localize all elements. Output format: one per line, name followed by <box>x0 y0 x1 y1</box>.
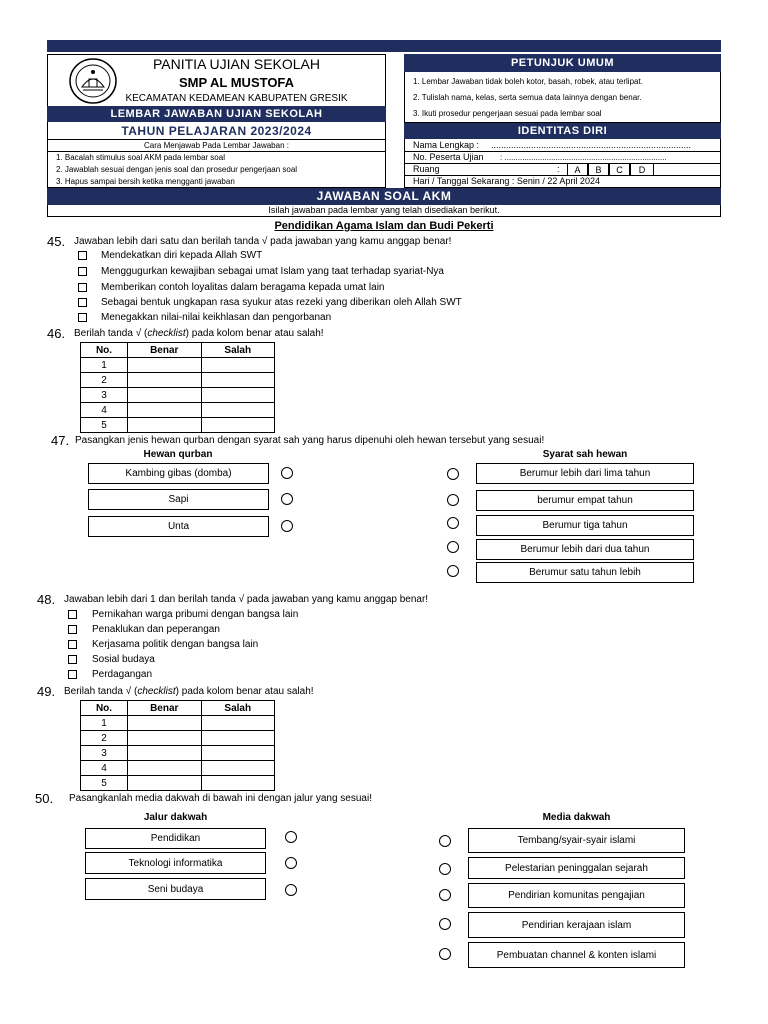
checkbox-icon[interactable] <box>68 655 77 664</box>
q47-number: 47. <box>51 433 70 448</box>
q45-option[interactable] <box>78 267 87 279</box>
q50-right-item: Pendirian komunitas pengajian <box>468 883 685 908</box>
checkbox-icon[interactable] <box>68 625 77 634</box>
q50-text: Pasangkanlah media dakwah di bawah ini dengan jalur yang sesuai! <box>69 793 372 804</box>
q47-right-connector[interactable] <box>447 517 459 529</box>
q45-option[interactable] <box>78 251 87 263</box>
q48-number: 48. <box>37 592 56 607</box>
school-header <box>47 54 386 107</box>
q47-right-item: Berumur satu tahun lebih <box>476 562 694 583</box>
q47-left-item: Sapi <box>88 489 269 510</box>
q45-option-label: Sebagai bentuk ungkapan rasa syukur atas rezeki yang diberikan oleh Allah SWT <box>101 297 462 308</box>
q50-left-item: Teknologi informatika <box>85 852 266 874</box>
q47-right-connector[interactable] <box>447 541 459 553</box>
q50-right-item: Pembuatan channel & konten islami <box>468 942 685 968</box>
ruang-option-a[interactable]: A <box>567 163 588 176</box>
ruang-option-b[interactable]: B <box>588 163 609 176</box>
q45-option[interactable] <box>78 313 87 325</box>
table-row[interactable]: 3 <box>81 746 275 761</box>
nama-field[interactable]: ................................................................................ <box>491 140 692 150</box>
q47-right-item: Berumur lebih dari lima tahun <box>476 463 694 484</box>
peserta-field[interactable]: : ......................................................................... <box>500 153 667 162</box>
q46-number: 46. <box>47 326 66 341</box>
district-name: KECAMATAN KEDAMEAN KABUPATEN GRESIK <box>125 93 348 104</box>
how-to-item: 1. Bacalah stimulus soal AKM pada lembar soal <box>56 153 225 162</box>
petunjuk-item: 1. Lembar Jawaban tidak boleh kotor, basah, robek, atau terlipat. <box>413 77 643 86</box>
q50-right-title: Media dakwah <box>542 812 611 823</box>
q47-right-connector[interactable] <box>447 494 459 506</box>
q50-right-connector[interactable] <box>439 835 451 847</box>
q47-left-item: Kambing gibas (domba) <box>88 463 269 484</box>
q48-option[interactable] <box>68 610 77 622</box>
ruang-colon: : <box>557 164 560 174</box>
q49-text: Berilah tanda √ (checklist) pada kolom benar atau salah! <box>64 686 314 697</box>
table-row[interactable]: 4 <box>81 403 275 418</box>
how-to-box <box>47 140 386 188</box>
q50-right-connector[interactable] <box>439 863 451 875</box>
ruang-option-c[interactable]: C <box>609 163 630 176</box>
q48-option[interactable] <box>68 640 77 652</box>
table-row[interactable]: 2 <box>81 731 275 746</box>
table-header-row: No. Benar Salah <box>81 343 275 358</box>
q50-left-item: Seni budaya <box>85 878 266 900</box>
q48-option[interactable] <box>68 655 77 667</box>
q50-left-title: Jalur dakwah <box>143 812 208 823</box>
committee-title: PANITIA UJIAN SEKOLAH <box>152 56 320 72</box>
checkbox-icon[interactable] <box>78 283 87 292</box>
checkbox-icon[interactable] <box>78 313 87 322</box>
q50-right-connector[interactable] <box>439 948 451 960</box>
checkbox-icon[interactable] <box>68 610 77 619</box>
q45-option[interactable] <box>78 283 87 295</box>
q47-left-item: Unta <box>88 516 269 537</box>
table-row[interactable]: 3 <box>81 388 275 403</box>
q47-left-title: Hewan qurban <box>143 449 213 460</box>
q50-right-item: Pendirian kerajaan islam <box>468 912 685 938</box>
school-name: SMP AL MUSTOFA <box>178 75 295 90</box>
how-to-item: 2. Jawablah sesuai dengan jenis soal dan prosedur pengerjaan soal <box>56 165 298 174</box>
q50-right-connector[interactable] <box>439 918 451 930</box>
q49-table <box>80 700 275 791</box>
top-banner <box>47 40 721 52</box>
how-to-title: Cara Menjawab Pada Lembar Jawaban : <box>144 141 289 150</box>
identitas-box <box>404 139 721 188</box>
akm-title: JAWABAN SOAL AKM <box>47 188 721 205</box>
petunjuk-item: 3. Ikuti prosedur pengerjaan sesuai pada lembar soal <box>413 109 602 118</box>
q50-left-item: Pendidikan <box>85 828 266 849</box>
q48-option-label: Perdagangan <box>92 669 153 680</box>
table-row[interactable]: 1 <box>81 358 275 373</box>
table-header-row: No. Benar Salah <box>81 701 275 716</box>
q50-left-connector[interactable] <box>285 857 297 869</box>
identitas-title: IDENTITAS DIRI <box>404 123 721 139</box>
q47-right-item: berumur empat tahun <box>476 490 694 511</box>
q47-right-connector[interactable] <box>447 468 459 480</box>
how-to-item: 3. Hapus sampai bersih ketika mengganti jawaban <box>56 177 235 186</box>
ruang-option-d[interactable]: D <box>630 163 654 176</box>
nama-label: Nama Lengkap : <box>413 140 480 150</box>
checkbox-icon[interactable] <box>78 251 87 260</box>
q48-option[interactable] <box>68 625 77 637</box>
table-row[interactable]: 4 <box>81 761 275 776</box>
checkbox-icon[interactable] <box>78 267 87 276</box>
ruang-label: Ruang <box>413 164 440 174</box>
q50-right-connector[interactable] <box>439 889 451 901</box>
table-row[interactable]: 1 <box>81 716 275 731</box>
q45-option-label: Menggugurkan kewajiban sebagai umat Islam yang taat terhadap syariat-Nya <box>101 266 444 277</box>
q47-left-connector[interactable] <box>281 493 293 505</box>
table-row[interactable]: 2 <box>81 373 275 388</box>
q50-left-connector[interactable] <box>285 831 297 843</box>
q47-left-connector[interactable] <box>281 467 293 479</box>
q50-right-item: Tembang/syair-syair islami <box>468 828 685 853</box>
q47-text: Pasangkan jenis hewan qurban dengan syarat sah yang harus dipenuhi oleh hewan tersebut yang sesuai! <box>75 435 545 446</box>
q50-right-item: Pelestarian peninggalan sejarah <box>468 857 685 879</box>
q47-left-connector[interactable] <box>281 520 293 532</box>
q45-option-label: Memberikan contoh loyalitas dalam beragama kepada umat lain <box>101 282 385 293</box>
table-row[interactable]: 5 <box>81 776 275 791</box>
q49-number: 49. <box>37 684 56 699</box>
checkbox-icon[interactable] <box>78 298 87 307</box>
q48-option-label: Penaklukan dan peperangan <box>92 624 220 635</box>
tanggal-text: Hari / Tanggal Sekarang : Senin / 22 April 2024 <box>413 176 600 186</box>
q46-text: Berilah tanda √ (checklist) pada kolom benar atau salah! <box>74 328 324 339</box>
q47-right-item: Berumur lebih dari dua tahun <box>476 539 694 560</box>
peserta-label: No. Peserta Ujian <box>413 152 484 162</box>
petunjuk-box <box>404 72 721 123</box>
q46-table <box>80 342 275 433</box>
q45-text: Jawaban lebih dari satu dan berilah tanda √ pada jawaban yang kamu anggap benar! <box>74 236 452 247</box>
q48-option-label: Sosial budaya <box>92 654 155 665</box>
q50-left-connector[interactable] <box>285 884 297 896</box>
q48-text: Jawaban lebih dari 1 dan berilah tanda √ pada jawaban yang kamu anggap benar! <box>64 594 429 605</box>
q48-option-label: Kerjasama politik dengan bangsa lain <box>92 639 259 650</box>
q45-option[interactable] <box>78 298 87 310</box>
q50-number: 50. <box>35 791 54 806</box>
petunjuk-title: PETUNJUK UMUM <box>404 54 721 72</box>
q48-option[interactable] <box>68 670 77 682</box>
table-row[interactable]: 5 <box>81 418 275 433</box>
q47-right-connector[interactable] <box>447 565 459 577</box>
q45-option-label: Menegakkan nilai-nilai keikhlasan dan pengorbanan <box>101 312 332 323</box>
checkbox-icon[interactable] <box>68 640 77 649</box>
subject-title: Pendidikan Agama Islam dan Budi Pekerti <box>274 220 494 232</box>
q47-right-item: Berumur tiga tahun <box>476 515 694 536</box>
checkbox-icon[interactable] <box>68 670 77 679</box>
akm-instruction: Isilah jawaban pada lembar yang telah disediakan berikut. <box>47 205 721 217</box>
q45-number: 45. <box>47 234 66 249</box>
q47-right-title: Syarat sah hewan <box>542 449 628 460</box>
school-year: TAHUN PELAJARAN 2023/2024 <box>47 122 386 140</box>
q48-option-label: Pernikahan warga pribumi dengan bangsa lain <box>92 609 299 620</box>
sheet-title: LEMBAR JAWABAN UJIAN SEKOLAH <box>47 106 386 122</box>
petunjuk-item: 2. Tulislah nama, kelas, serta semua data lainnya dengan benar. <box>413 93 642 102</box>
q45-option-label: Mendekatkan diri kepada Allah SWT <box>101 250 263 261</box>
